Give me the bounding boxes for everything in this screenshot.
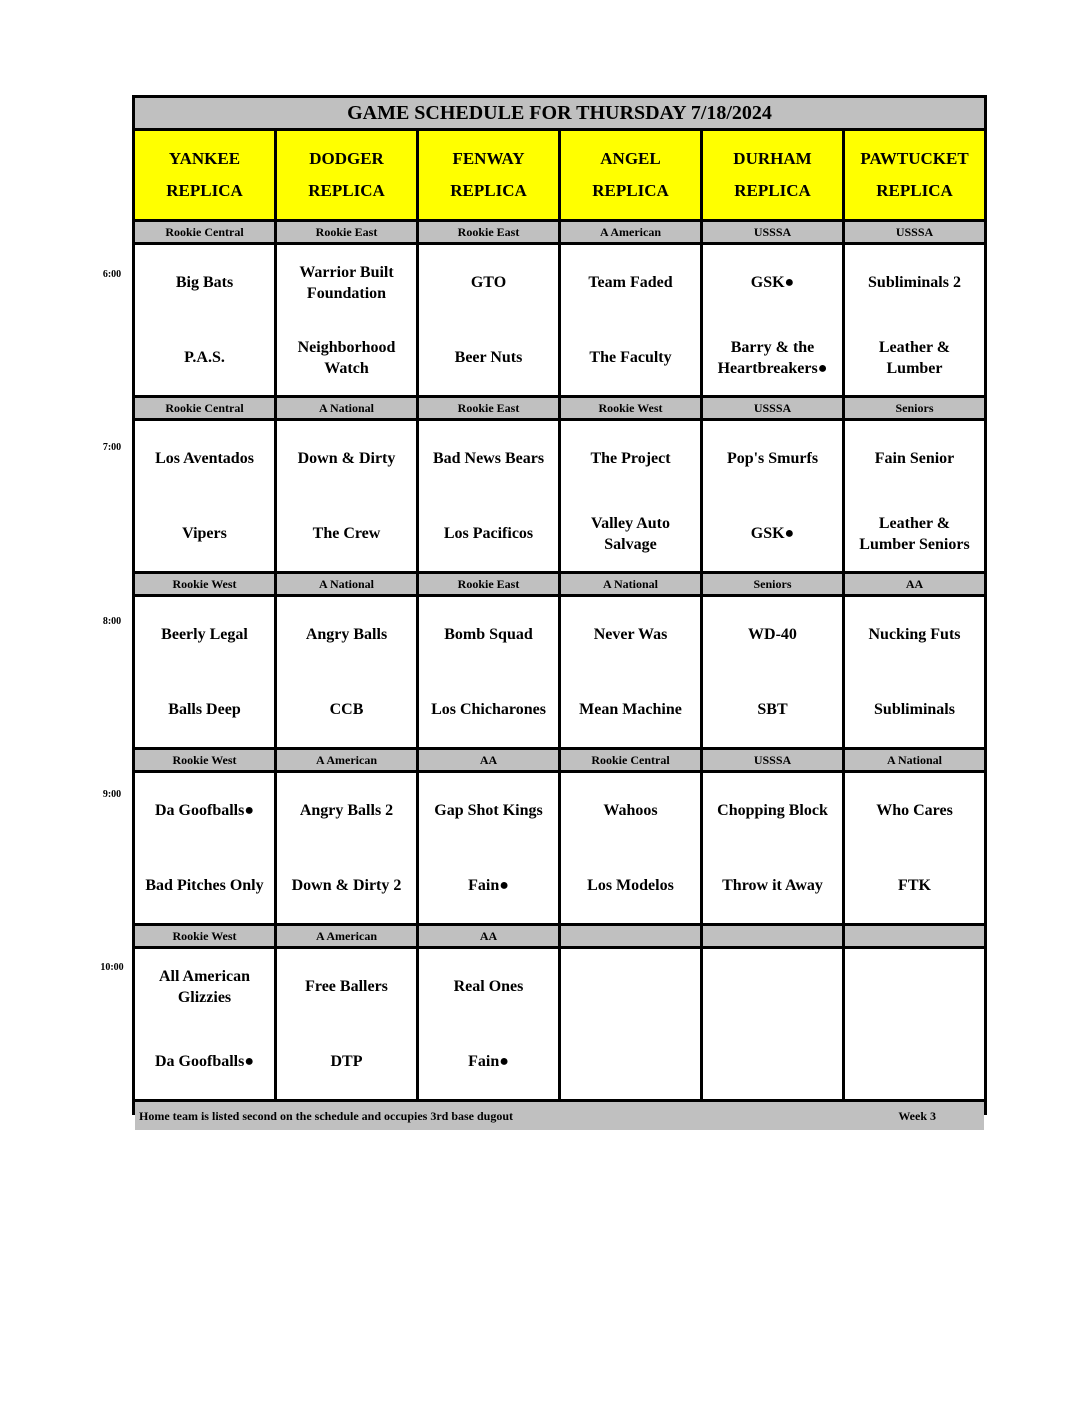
home-team: Subliminals	[874, 701, 955, 718]
home-team: Fain●	[468, 1053, 509, 1070]
away-team: Angry Balls 2	[299, 802, 394, 819]
division-label: A American	[277, 926, 416, 946]
division-label: Rookie Central	[135, 222, 274, 242]
game-cell	[135, 245, 274, 395]
home-team: Balls Deep	[168, 701, 241, 718]
away-team: Real Ones	[453, 978, 524, 995]
away-team: Fain Senior	[874, 450, 955, 467]
home-team: Los Chicharones	[431, 701, 546, 718]
division-label: Rookie West	[135, 750, 274, 770]
division-label: Seniors	[703, 574, 842, 594]
division-label: Rookie West	[135, 926, 274, 946]
away-team: Bad News Bears	[432, 450, 545, 467]
division-label: AA	[419, 926, 558, 946]
game-cell	[419, 245, 558, 395]
game-cell	[703, 245, 842, 395]
away-team: Los Aventados	[155, 450, 254, 467]
away-team: Free Ballers	[305, 978, 388, 995]
field-header-fenway	[419, 131, 558, 219]
field-type: REPLICA	[166, 181, 243, 200]
field-name: DODGER	[309, 149, 384, 168]
away-team: GSK●	[750, 274, 795, 291]
home-team: GSK●	[750, 525, 795, 542]
field-type: REPLICA	[308, 181, 385, 200]
home-team	[845, 1024, 984, 1099]
home-team: Barry & the Heartbreakers●	[717, 338, 828, 377]
away-team: Subliminals 2	[868, 274, 961, 291]
week-label: Week 3	[898, 1108, 936, 1123]
division-label: Rookie Central	[135, 398, 274, 418]
home-team: Leather & Lumber Seniors	[859, 514, 970, 553]
away-team: Pop's Smurfs	[726, 450, 819, 467]
division-label: Rookie West	[135, 574, 274, 594]
game-cell	[703, 421, 842, 571]
time-label: 8:00	[102, 616, 122, 627]
away-team: Da Goofballs●	[154, 802, 254, 819]
away-team: Team Faded	[588, 274, 673, 291]
division-label: Rookie East	[419, 398, 558, 418]
division-label: A National	[845, 750, 984, 770]
home-team: The Crew	[312, 525, 381, 542]
home-team: Leather & Lumber	[878, 338, 951, 377]
home-team: DTP	[330, 1053, 363, 1070]
away-team: Wahoos	[603, 802, 658, 819]
time-label: 6:00	[102, 269, 122, 280]
away-team: Beerly Legal	[161, 626, 248, 643]
away-team: Who Cares	[876, 802, 953, 819]
footer-bar	[135, 1102, 984, 1130]
division-label: AA	[845, 574, 984, 594]
division-label: A National	[561, 574, 700, 594]
time-label: 7:00	[102, 442, 122, 453]
division-label	[561, 926, 700, 946]
home-team: Throw it Away	[722, 877, 823, 894]
away-team: Chopping Block	[717, 802, 828, 819]
game-cell	[561, 597, 700, 747]
field-type: REPLICA	[450, 181, 527, 200]
footer-note: Home team is listed second on the schedule and occupies 3rd base dugout	[139, 1108, 514, 1123]
field-name: YANKEE	[168, 149, 241, 168]
field-header-pawtucket	[845, 131, 984, 219]
field-type: REPLICA	[592, 181, 669, 200]
field-header-dodger	[277, 131, 416, 219]
away-team: Down & Dirty	[297, 450, 396, 467]
away-team	[561, 949, 700, 1024]
game-cell	[703, 773, 842, 923]
home-team: Down & Dirty 2	[291, 877, 402, 894]
game-cell	[277, 421, 416, 571]
field-type: REPLICA	[734, 181, 811, 200]
division-label	[845, 926, 984, 946]
division-label: USSSA	[845, 222, 984, 242]
division-label	[703, 926, 842, 946]
home-team: Neighborhood Watch	[297, 338, 396, 377]
game-schedule-table	[132, 95, 987, 1123]
away-team: Never Was	[593, 626, 668, 643]
home-team: Da Goofballs●	[154, 1053, 254, 1070]
game-cell	[277, 773, 416, 923]
division-label: AA	[419, 750, 558, 770]
division-label: A American	[561, 222, 700, 242]
away-team: WD-40	[748, 626, 797, 643]
schedule-title: GAME SCHEDULE FOR THURSDAY 7/18/2024	[135, 98, 984, 128]
game-cell	[561, 949, 700, 1099]
game-cell	[419, 949, 558, 1099]
time-label: 9:00	[102, 789, 122, 800]
away-team: The Project	[590, 450, 671, 467]
division-label: A National	[277, 574, 416, 594]
home-team	[703, 1024, 842, 1099]
game-cell	[135, 949, 274, 1099]
home-team: FTK	[898, 877, 931, 894]
division-label: A National	[277, 398, 416, 418]
division-label: USSSA	[703, 750, 842, 770]
home-team: Los Modelos	[587, 877, 674, 894]
game-cell	[561, 421, 700, 571]
away-team	[845, 949, 984, 1024]
division-label: USSSA	[703, 398, 842, 418]
home-team: Beer Nuts	[454, 349, 523, 366]
home-team: P.A.S.	[184, 349, 225, 366]
division-label: Rookie East	[419, 574, 558, 594]
away-team: Nucking Futs	[868, 626, 961, 643]
field-name: FENWAY	[452, 149, 525, 168]
game-cell	[703, 949, 842, 1099]
game-cell	[277, 597, 416, 747]
home-team: SBT	[757, 701, 788, 718]
game-cell	[845, 245, 984, 395]
game-cell	[135, 773, 274, 923]
field-header-yankee	[135, 131, 274, 219]
field-name: DURHAM	[733, 149, 812, 168]
game-cell	[561, 245, 700, 395]
game-cell	[845, 773, 984, 923]
game-cell	[561, 773, 700, 923]
game-cell	[703, 597, 842, 747]
division-label: Rookie East	[419, 222, 558, 242]
away-team: GTO	[470, 274, 507, 291]
game-cell	[845, 421, 984, 571]
game-cell	[135, 597, 274, 747]
game-cell	[419, 773, 558, 923]
game-cell	[845, 597, 984, 747]
away-team: Angry Balls	[305, 626, 388, 643]
game-cell	[277, 245, 416, 395]
division-label: A American	[277, 750, 416, 770]
game-cell	[277, 949, 416, 1099]
game-cell	[845, 949, 984, 1099]
away-team: Big Bats	[175, 274, 234, 291]
home-team: Vipers	[182, 525, 227, 542]
away-team: All American Glizzies	[158, 967, 251, 1006]
field-header-durham	[703, 131, 842, 219]
away-team: Gap Shot Kings	[434, 802, 543, 819]
home-team: Bad Pitches Only	[145, 877, 264, 894]
game-cell	[135, 421, 274, 571]
division-label: Rookie West	[561, 398, 700, 418]
time-label: 10:00	[100, 962, 124, 973]
division-label: Rookie East	[277, 222, 416, 242]
home-team: Fain●	[468, 877, 509, 894]
home-team: CCB	[329, 701, 364, 718]
division-label: USSSA	[703, 222, 842, 242]
away-team	[703, 949, 842, 1024]
field-name: ANGEL	[600, 149, 661, 168]
field-header-angel	[561, 131, 700, 219]
division-label: Rookie Central	[561, 750, 700, 770]
away-team: Bomb Squad	[444, 626, 533, 643]
away-team: Warrior Built Foundation	[299, 263, 394, 302]
game-cell	[419, 597, 558, 747]
home-team	[561, 1024, 700, 1099]
field-type: REPLICA	[876, 181, 953, 200]
division-label: Seniors	[845, 398, 984, 418]
field-name: PAWTUCKET	[860, 149, 969, 168]
home-team: Los Pacificos	[443, 525, 534, 542]
home-team: Valley Auto Salvage	[591, 514, 670, 553]
game-cell	[419, 421, 558, 571]
home-team: Mean Machine	[579, 701, 682, 718]
home-team: The Faculty	[589, 349, 672, 366]
